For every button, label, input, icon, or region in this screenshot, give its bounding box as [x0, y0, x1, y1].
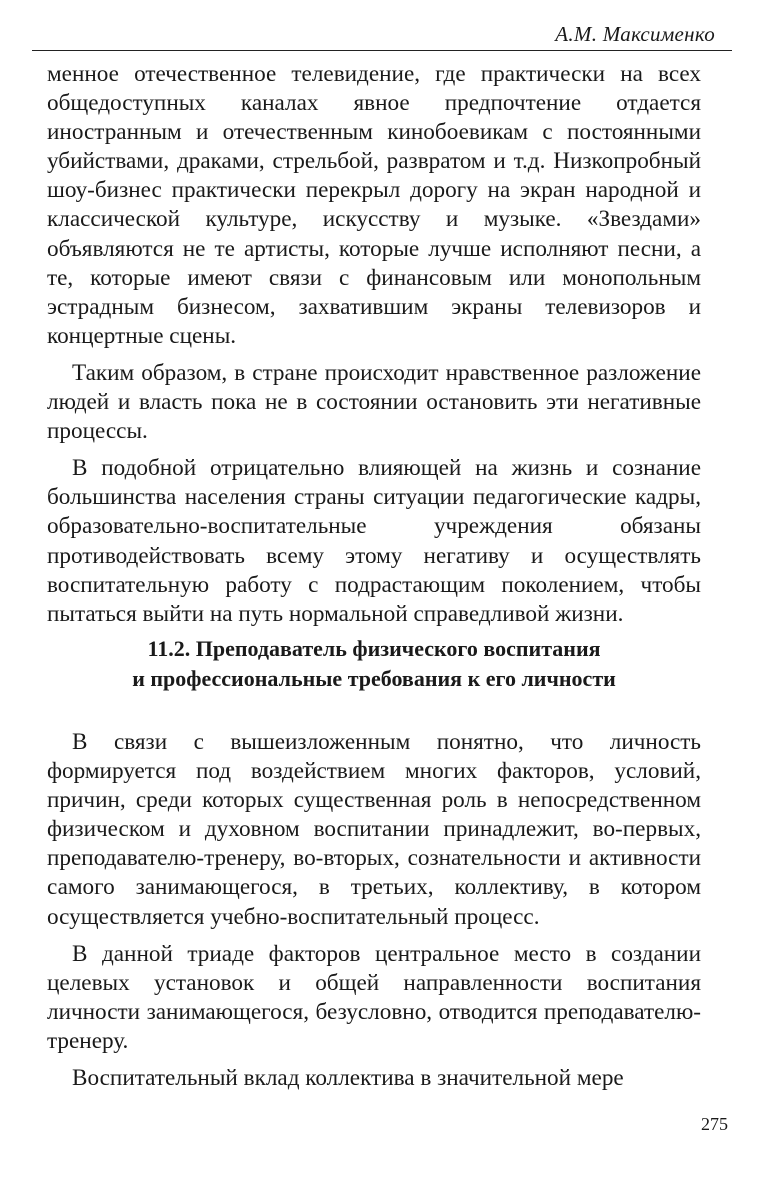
- paragraph: В данной триаде факторов центральное место в создании целевых установок и общей направленности воспитания личности занимающегося, безусловно, отводится преподавателю-тренеру.: [47, 940, 701, 1054]
- paragraph: менное отечественное телевидение, где практически на всех общедоступных каналах явное предпочтение отдается иностранным и отечественным кинобоевикам с постоянными убийствами, драками, стрельбой, развратом и т.д. Низкопробный шоу-бизнес практически перекрыл дорогу на экран народной и классической культуре, искусству и музыке. «Звездами» объявляются не те артисты, которые лучше исполняют песни, а те, которые имеют связи с финансовым или монопольным эстрадным бизнесом, захватившим экраны телевизоров и концертные сцены.: [47, 61, 701, 349]
- paragraph: В подобной отрицательно влияющей на жизнь и сознание большинства населения страны ситуации педагогические кадры, образовательно-воспитательные учреждения обязаны противодействовать всему этому негативу и осуществлять воспитательную работу с подрастающим поколением, чтобы пытаться выйти на путь нормальной справедливой жизни.: [47, 455, 701, 627]
- text-block-bottom: [47, 728, 701, 1101]
- paragraph: Таким образом, в стране происходит нравственное разложение людей и власть пока не в состоянии остановить эти негативные процессы.: [47, 359, 701, 445]
- header-rule: [32, 50, 732, 51]
- section-heading-line: 11.2. Преподаватель физического воспитания: [147, 636, 601, 661]
- section-heading: [47, 634, 701, 694]
- paragraph: Воспитательный вклад коллектива в значительной мере: [72, 1065, 624, 1092]
- section-heading-line: и профессиональные требования к его личности: [132, 666, 616, 691]
- running-header-author: А.М. Максименко: [555, 22, 715, 46]
- text-block-top: [47, 60, 701, 637]
- paragraph: В связи с вышеизложенным понятно, что личность формируется под воздействием многих факторов, условий, причин, среди которых существенная роль в непосредственном физическом и духовном воспитании принадлежит, во-первых, преподавателю-тренеру, во-вторых, сознательности и активности самого занимающегося, в третьих, коллективу, в котором осуществляется учебно-воспитательный процесс.: [47, 729, 701, 930]
- page-number: 275: [701, 1114, 728, 1134]
